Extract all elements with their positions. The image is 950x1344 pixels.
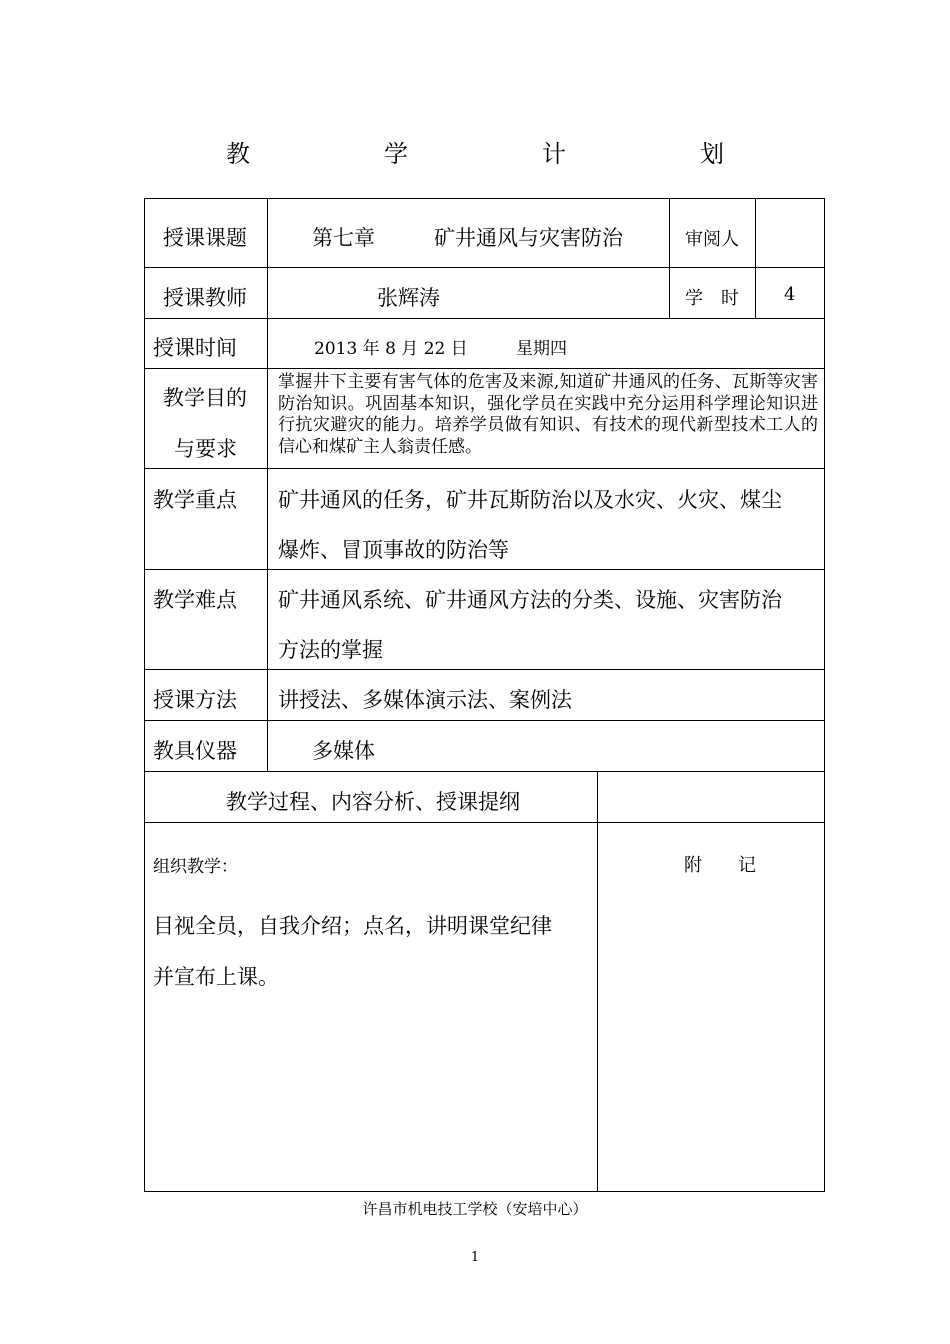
- column-divider: [597, 771, 598, 1192]
- notes-label: 附 记: [684, 855, 756, 876]
- teacher-value: 张辉涛: [377, 286, 440, 310]
- process-header: 教学过程、内容分析、授课提纲: [226, 790, 520, 814]
- column-divider: [755, 198, 756, 319]
- topic-value: 矿井通风与灾害防治: [434, 226, 623, 250]
- purpose-label-line1: 教学目的: [163, 386, 247, 410]
- tools-value: 多媒体: [312, 739, 375, 763]
- row-divider: [144, 669, 825, 670]
- process-body-line2: 并宣布上课。: [153, 965, 279, 989]
- key-points-line2: 爆炸、冒顶事故的防治等: [278, 538, 509, 562]
- method-label: 授课方法: [153, 688, 237, 712]
- method-value: 讲授法、多媒体演示法、案例法: [278, 688, 572, 712]
- hours-value: 4: [784, 284, 796, 305]
- row-divider: [144, 267, 825, 268]
- row-divider: [144, 569, 825, 570]
- tools-label: 教具仪器: [153, 739, 237, 763]
- date-value: 2013 年 8 月 22 日: [314, 339, 468, 359]
- school-footer: 许昌市机电技工学校（安培中心）: [362, 1200, 588, 1218]
- topic-chapter: 第七章: [312, 226, 375, 250]
- column-divider: [669, 198, 670, 319]
- process-body-line1: 目视全员，自我介绍；点名，讲明课堂纪律: [153, 914, 552, 938]
- row-divider: [144, 822, 825, 823]
- difficulties-line2: 方法的掌握: [278, 638, 383, 662]
- hours-label: 学 时: [685, 288, 739, 309]
- difficulties-line1: 矿井通风系统、矿井通风方法的分类、设施、灾害防治: [278, 588, 782, 612]
- row-divider: [144, 368, 825, 369]
- row-divider: [144, 720, 825, 721]
- column-divider: [267, 198, 268, 772]
- row-divider: [144, 318, 825, 319]
- page-title: 教 学 计 划: [226, 140, 779, 168]
- weekday-value: 星期四: [516, 339, 567, 359]
- key-points-line1: 矿井通风的任务，矿井瓦斯防治以及水灾、火灾、煤尘: [278, 488, 782, 512]
- topic-label: 授课课题: [163, 226, 247, 250]
- purpose-text: 掌握井下主要有害气体的危害及来源,知道矿井通风的任务、瓦斯等灾害防治知识。巩固基本知识，强化学员在实践中充分运用科学理论知识进行抗灾避灾的能力。培养学员做有知识、有技术的现代新型技术工人的信心和煤矿主人翁责任感。: [278, 372, 818, 457]
- row-divider: [144, 468, 825, 469]
- page-number: 1: [470, 1250, 480, 1265]
- purpose-label-line2: 与要求: [174, 437, 237, 461]
- row-divider: [144, 771, 825, 772]
- reviewer-label: 审阅人: [685, 229, 739, 250]
- process-section-title: 组织教学：: [153, 857, 238, 877]
- time-label: 授课时间: [153, 336, 237, 360]
- teacher-label: 授课教师: [163, 286, 247, 310]
- difficulties-label: 教学难点: [153, 588, 237, 612]
- key-points-label: 教学重点: [153, 488, 237, 512]
